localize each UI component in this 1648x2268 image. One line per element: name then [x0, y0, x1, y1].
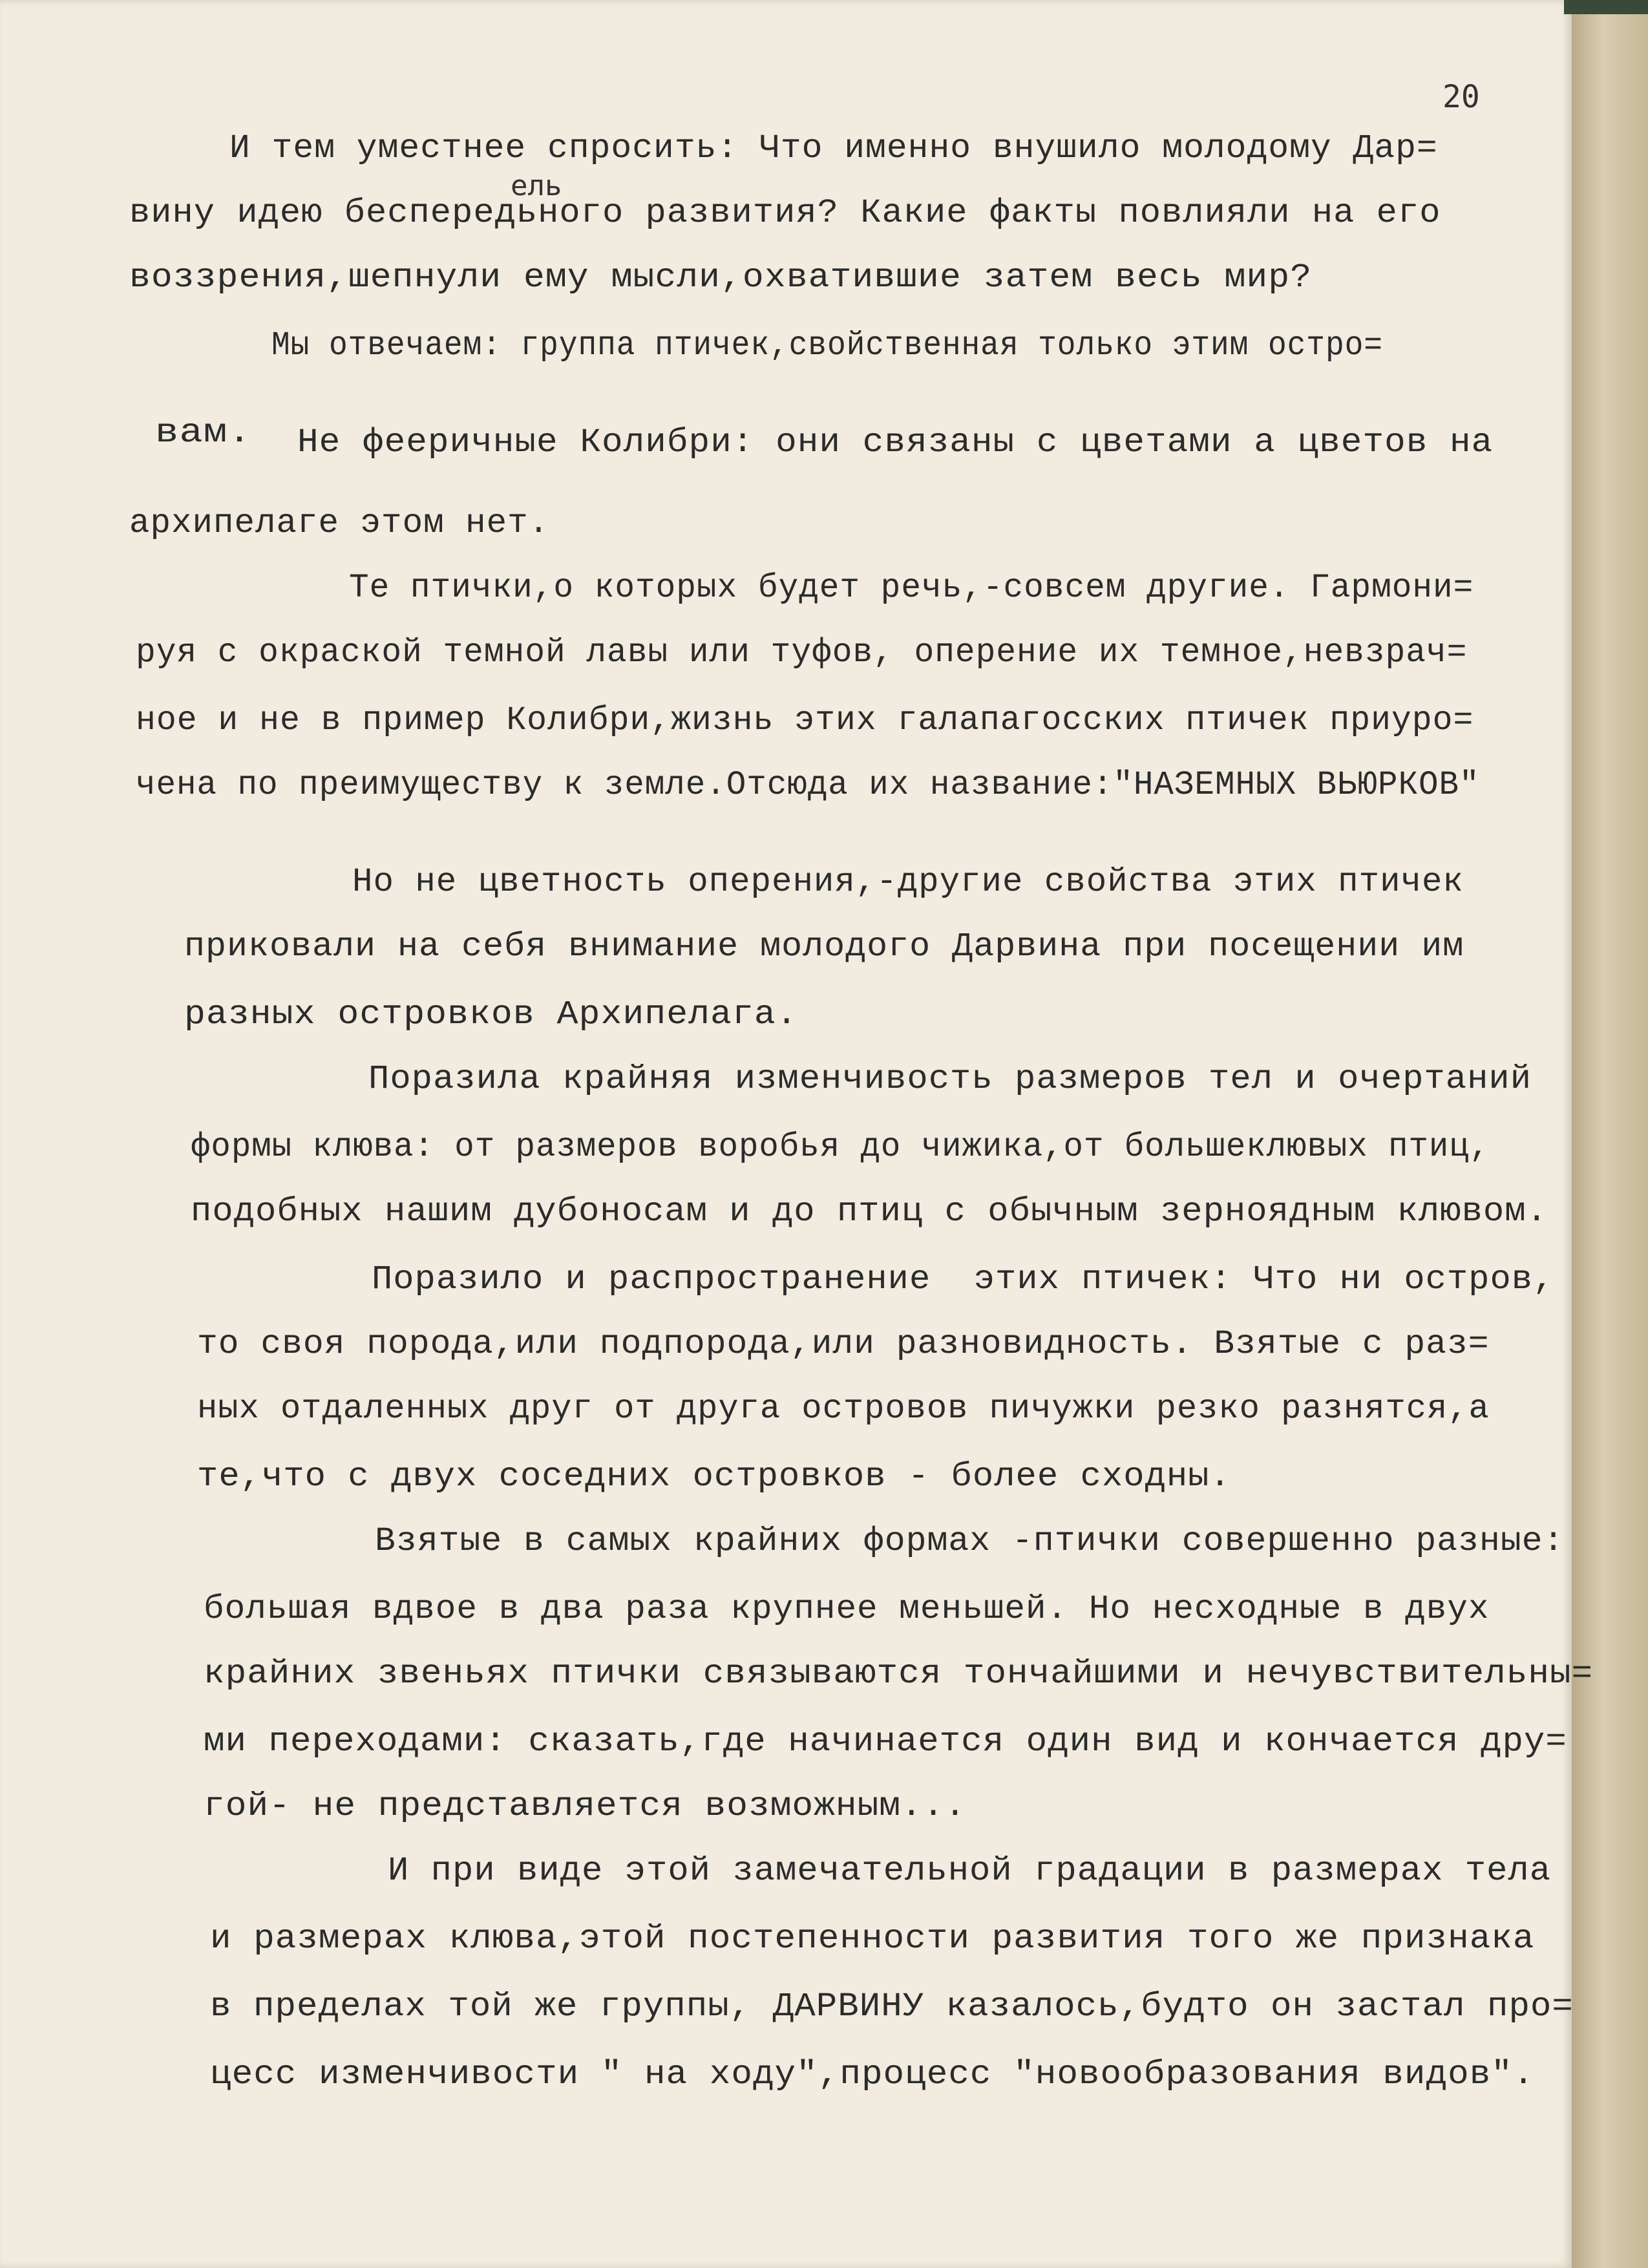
- text-line: приковали на себя внимание молодого Дарвина при посещении им: [184, 927, 1464, 966]
- text-line: большая вдвое в два раза крупнее меньшей. Но несходные в двух: [204, 1590, 1490, 1628]
- page-edge: [1572, 0, 1648, 2268]
- text-line: Мы отвечаем: группа птичек,свойственная только этим остро=: [271, 326, 1383, 365]
- text-line: ных отдаленных друг от друга островов пичужки резко разнятся,а: [197, 1390, 1490, 1428]
- text-line: вину идею беспередьного развития? Какие факты повлияли на его: [129, 194, 1441, 232]
- background-corner: [1564, 0, 1648, 14]
- text-line: Поразила крайняя изменчивость размеров тел и очертаний: [368, 1060, 1532, 1098]
- text-line: гой- не представляется возможным...: [204, 1787, 967, 1825]
- text-line: формы клюва: от размеров воробья до чижика,от большеклювых птиц,: [191, 1128, 1490, 1166]
- text-line: в пределах той же группы, ДАРВИНУ казалось,будто он застал про=: [210, 1987, 1574, 2026]
- text-line: Взятые в самых крайних формах -птички совершенно разные:: [375, 1522, 1565, 1560]
- text-line: разных островков Архипелага.: [184, 995, 798, 1033]
- text-line: ное и не в пример Колибри,жизнь этих галапагосских птичек приуро=: [136, 701, 1474, 739]
- page-number: 20: [1442, 79, 1480, 115]
- text-line: Но не цветность оперения,-другие свойства этих птичек: [352, 863, 1464, 901]
- text-line: чена по преимуществу к земле.Отсюда их название:"НАЗЕМНЫХ ВЬЮРКОВ": [136, 766, 1480, 804]
- text-line: архипелаге этом нет.: [129, 504, 550, 542]
- text-line: Не фееричные Колибри: они связаны с цветами а цветов на: [297, 423, 1494, 461]
- text-line: Те птички,о которых будет речь,-совсем другие. Гармони=: [349, 569, 1474, 607]
- text-line: те,что с двух соседних островков - более сходны.: [197, 1457, 1231, 1496]
- text-line: и размерах клюва,этой постепенности развития того же признака: [210, 1920, 1535, 1958]
- text-line: Поразило и распространение этих птичек: Что ни остров,: [372, 1260, 1555, 1298]
- text-line: то своя порода,или подпорода,или разновидность. Взятые с раз=: [197, 1325, 1490, 1363]
- handwritten-insertion: ель: [511, 169, 562, 202]
- text-line: И при виде этой замечательной градации в размерах тела: [388, 1852, 1552, 1890]
- text-line: подобных нашим дубоносам и до птиц с обычным зерноядным клювом.: [191, 1192, 1548, 1231]
- text-line: ми переходами: сказать,где начинается один вид и кончается дру=: [204, 1722, 1567, 1761]
- text-line: руя с окраской темной лавы или туфов, оперение их темное,невзрач=: [136, 633, 1468, 672]
- text-line: И тем уместнее спросить: Что именно внушило молодому Дар=: [229, 129, 1438, 167]
- text-line: воззрения,шепнули ему мысли,охватившие затем весь мир?: [129, 259, 1313, 297]
- text-line: цесс изменчивости " на ходу",процесс "новообразования видов".: [210, 2055, 1535, 2093]
- text-line: крайних звеньях птички связываются тончайшими и нечувствительны=: [204, 1655, 1594, 1693]
- text-line: вам.: [155, 414, 252, 452]
